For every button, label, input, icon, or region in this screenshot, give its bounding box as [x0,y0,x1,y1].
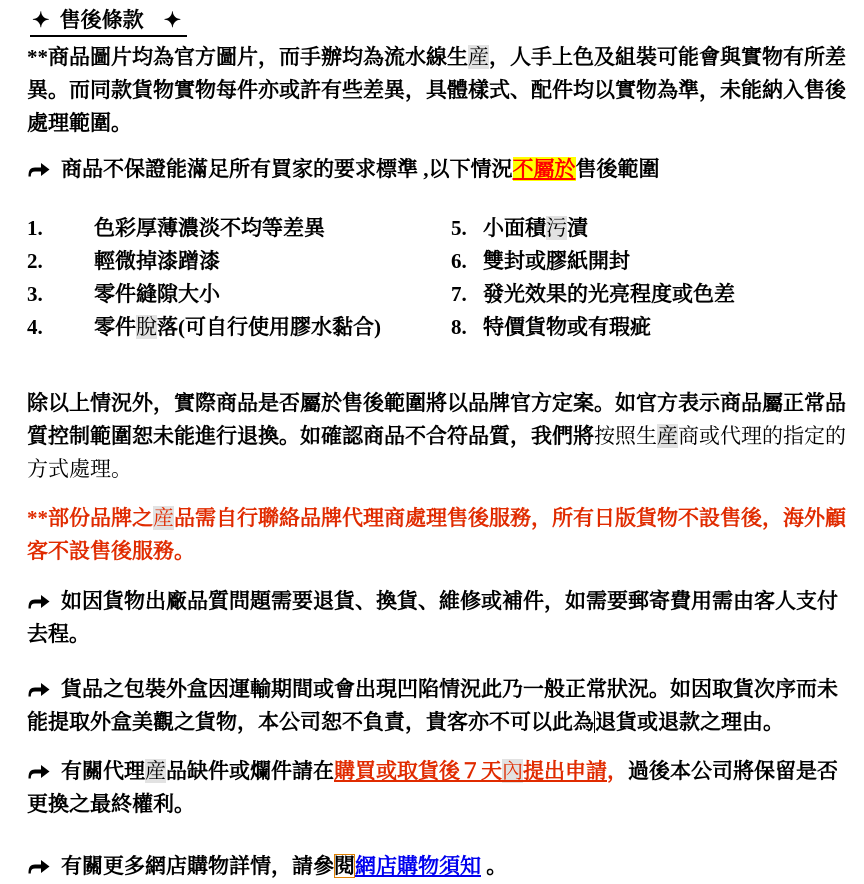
text-segment: 發光效果的光亮程度或色差 [483,282,735,306]
text-segment: **部份品牌之 [27,506,153,530]
item-number: 4. [27,315,43,339]
text-segment: **商品圖片均為官方圖片，而手辦均為流水線生 [27,45,468,69]
item-number: 5. [451,216,467,240]
text-segment: 售後範圍 [575,157,660,181]
text-segment: 按照生 [594,424,657,448]
exclusion-row [27,311,846,344]
text-segment: 産 [468,45,489,69]
text-segment: 色彩厚薄濃淡不均等差異 [94,216,325,240]
exclusion-item-3 [27,278,451,311]
brand-agent-notice [27,502,846,568]
text-segment: 漬 [567,216,588,240]
item-text [94,245,220,278]
item-number: 3. [27,282,43,306]
defect-claim-notice [27,755,846,821]
after-sales-terms-document [0,6,864,878]
text-segment: 。 [481,854,508,878]
text-segment: 有關代理 [61,759,145,783]
exclusion-row [27,245,846,278]
claim-deadline-phrase: 提出申請 [523,759,607,783]
text-segment: 小面積 [483,216,546,240]
text-segment: 品需自行聯絡品牌代理商處理售後服務，所有日版貨物不設售後，海外顧客不設售後服務。 [27,506,846,563]
item-text [94,212,325,245]
boxed-char: 閱 [334,854,355,878]
text-segment: 雙封或膠紙開封 [483,249,630,273]
text-segment: 品缺件或爛件請在 [166,759,334,783]
item-text [483,245,630,278]
scope-statement [27,153,846,186]
item-number: 6. [451,249,467,273]
four-pointed-star-icon: ✦ [32,8,50,32]
text-segment: 特價貨物或有瑕疵 [483,315,651,339]
text-segment: 産 [145,759,166,783]
product-image-disclaimer [27,41,846,140]
store-shopping-notice-link[interactable]: 網店購物須知 [355,854,481,878]
item-text [94,311,381,344]
item-text [483,278,735,311]
scope-statement-text [61,157,660,181]
not-covered-highlight: 不屬於 [512,157,576,181]
exclusion-row [27,212,846,245]
text-segment: 退貨或退款之理由。 [595,710,784,734]
page-title [30,6,846,37]
exclusion-item-2 [27,245,451,278]
text-segment: 內 [502,759,523,783]
text-segment: 産 [153,506,174,530]
packaging-notice [27,673,846,739]
notice-text [27,759,838,816]
exclusion-item-1 [27,212,451,245]
more-info-notice [27,850,846,883]
exclusion-item-4 [27,311,451,344]
text-segment: 零件縫隙大小 [94,282,220,306]
text-segment: 産 [657,424,678,448]
text-segment: 污 [546,216,567,240]
text-segment: ，人手上色及組裝可能會與實物有所差異。而同款貨物實物每件亦或許有些差異，具體樣式、配件均以實物為準，未能納入售後處理範圍。 [27,45,846,135]
notice-text [27,677,838,734]
return-shipping-notice [27,585,846,651]
item-number: 1. [27,216,43,240]
text-segment: 如因貨物出廠品質問題需要退貨、換貨、維修或補件，如需要郵寄費用需由客人支付去程。 [27,589,838,646]
text-segment: 零件 [94,315,136,339]
claim-deadline-phrase: 購買或取貨後７天 [334,759,502,783]
right-arrow-icon [27,154,50,187]
exclusion-item-8 [451,311,651,344]
right-arrow-icon [27,851,50,884]
exclusion-item-6 [451,245,630,278]
item-text [483,311,651,344]
right-arrow-icon [27,674,50,707]
text-segment: 過後本公司將保留是否更換之最終權利。 [27,759,838,816]
notice-text [61,854,507,878]
page-title-underline [30,6,187,37]
item-number: 2. [27,249,43,273]
item-number: 8. [451,315,467,339]
exclusion-list [27,212,846,344]
text-segment: 除以上情況外，實際商品是否屬於售後範圍將以品牌官方定案。如官方表示商品屬正常品質控制範圍恕未能進行退換。如確認商品不合符品質，我們將 [27,391,846,448]
item-number: 7. [451,282,467,306]
text-segment: 輕微掉漆蹭漆 [94,249,220,273]
page-title-text: 售後條款 [59,8,144,32]
text-segment: 貨品之包裝外盒因運輸期間或會出現凹陷情況此乃一般正常狀況。如因取貨次序而未能提取外盒美觀之貨物，本公司恕不負責，貴客亦不可以此為 [27,677,838,734]
text-segment: 脫 [136,315,157,339]
item-text [483,212,588,245]
text-segment: 商品不保證能滿足所有買家的要求標準 ,以下情況 [61,157,513,181]
exclusion-item-5 [451,212,588,245]
official-decision-paragraph [27,387,846,486]
exclusion-row [27,278,846,311]
exclusion-item-7 [451,278,735,311]
item-text [94,278,220,311]
text-segment: 落(可自行使用膠水黏合) [157,315,381,339]
text-segment: 有關更多網店購物詳情，請參 [61,854,334,878]
text-segment: ， [607,759,628,783]
right-arrow-icon [27,586,50,619]
notice-text [27,589,838,646]
text-segment: 商或代理的指定的方式處理。 [27,424,846,481]
four-pointed-star-icon: ✦ [163,8,182,32]
